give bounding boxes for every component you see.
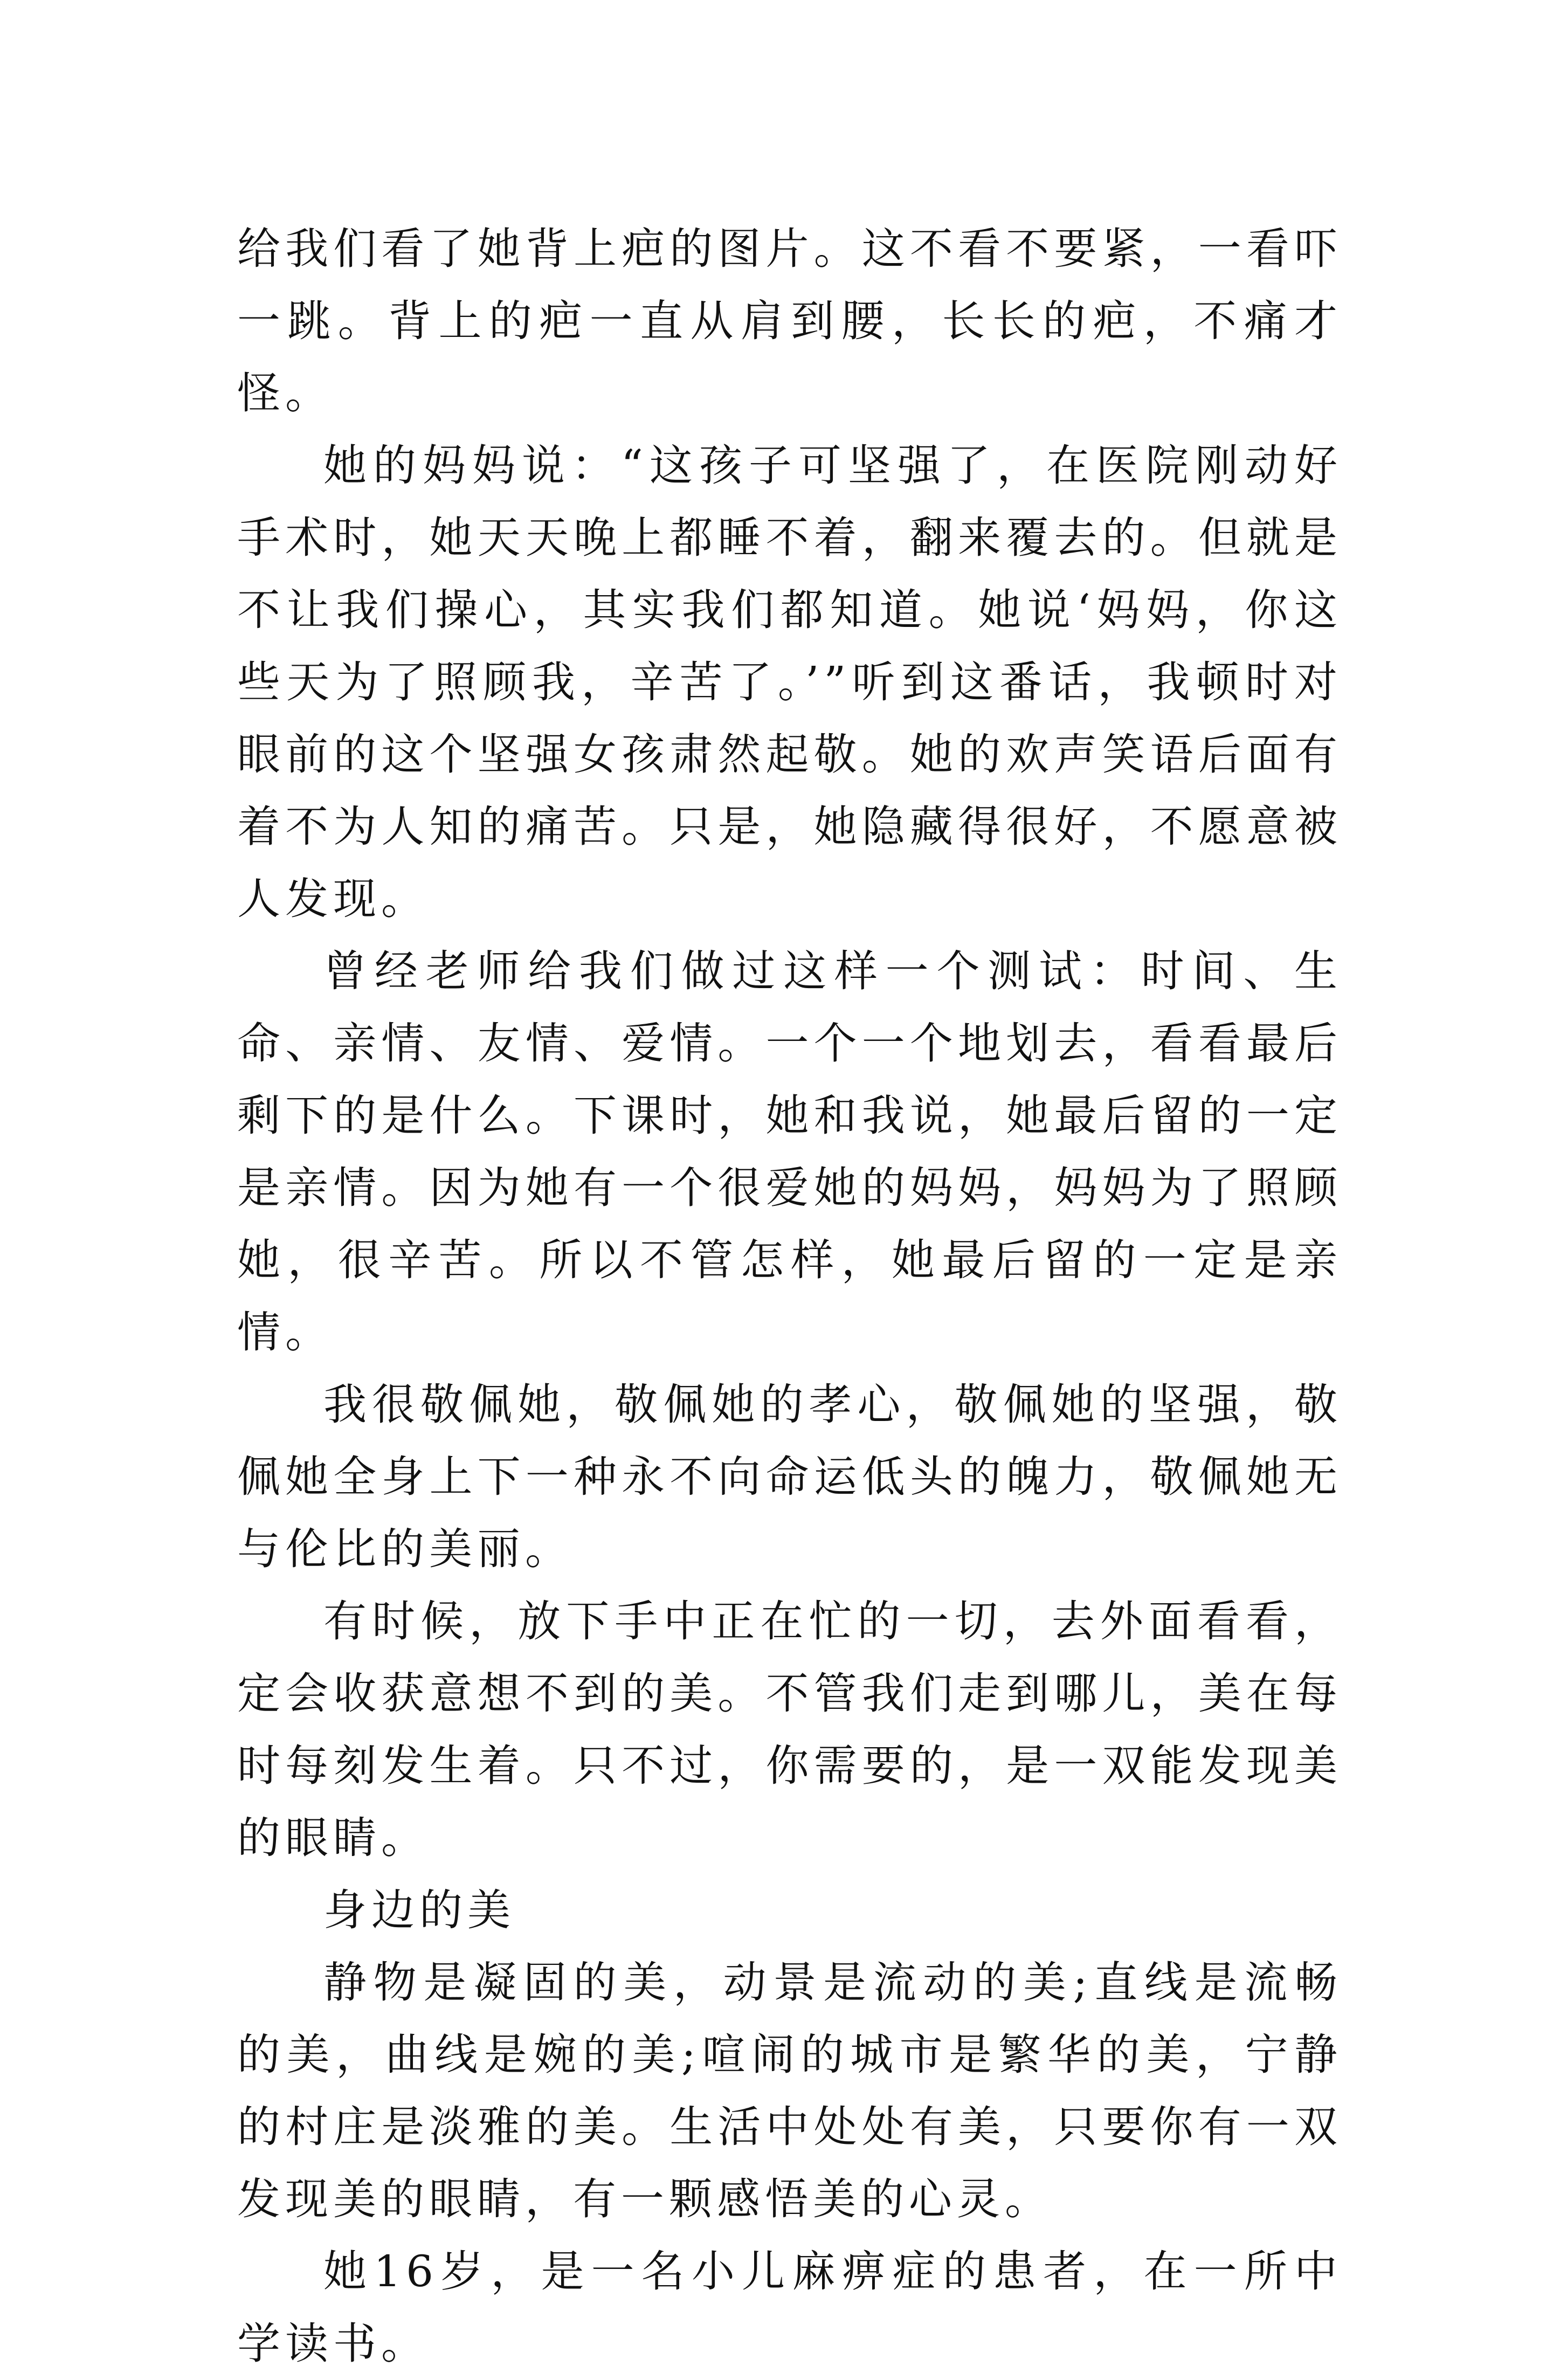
paragraph-forms-of-beauty: 静物是凝固的美，动景是流动的美;直线是流畅的美，曲线是婉的美;喧闹的城市是繁华的美，宁静的村庄是淡雅的美。生活中处处有美，只要你有一双发现美的眼睛，有一颗感悟美的心灵。 — [237, 1957, 1342, 2224]
paragraph-story-intro: 她16岁，是一名小儿麻痹症的患者，在一所中学读书。 — [237, 2246, 1342, 2369]
paragraph-beauty-everywhere: 有时候，放下手中正在忙的一切，去外面看看，定会收获意想不到的美。不管我们走到哪儿，美在每时每刻发生着。只不过，你需要的，是一双能发现美的眼睛。 — [237, 1596, 1342, 1863]
paragraph-admiration: 我很敬佩她，敬佩她的孝心，敬佩她的坚强，敬佩她全身上下一种永不向命运低头的魄力，敬佩她无与伦比的美丽。 — [237, 1379, 1342, 1574]
paragraph-mother-quote: 她的妈妈说：“这孩子可坚强了，在医院刚动好手术时，她天天晚上都睡不着，翻来覆去的。但就是不让我们操心，其实我们都知道。她说‘妈妈，你这些天为了照顾我，辛苦了。’”听到这番话，我顿时对眼前的这个坚强女孩肃然起敬。她的欢声笑语后面有着不为人知的痛苦。只是，她隐藏得很好，不愿意被人发现。 — [237, 440, 1342, 924]
document-page — [237, 213, 1342, 2380]
paragraph-scar-photo: 给我们看了她背上疤的图片。这不看不要紧，一看吓一跳。背上的疤一直从肩到腰，长长的疤，不痛才怪。 — [237, 224, 1342, 418]
paragraph-teacher-test: 曾经老师给我们做过这样一个测试：时间、生命、亲情、友情、爱情。一个一个地划去，看看最后剩下的是什么。下课时，她和我说，她最后留的一定是亲情。因为她有一个很爱她的妈妈，妈妈为了照顾她，很辛苦。所以不管怎样，她最后留的一定是亲情。 — [237, 946, 1342, 1357]
section-title: 身边的美 — [323, 1885, 515, 1935]
